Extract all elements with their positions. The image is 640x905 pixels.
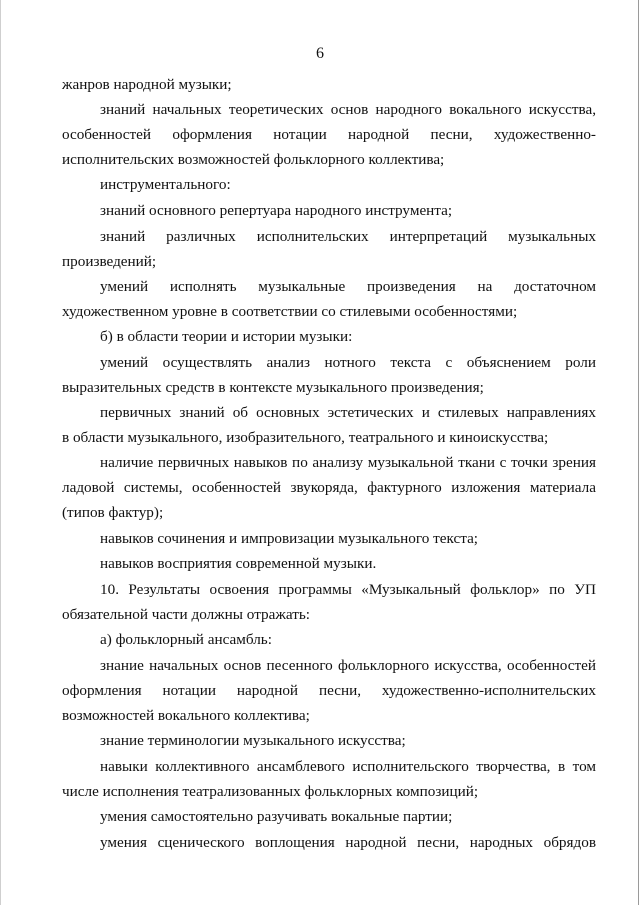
text-line: ладовой системы, особенностей звукоряда, фактурного изложения материала	[62, 479, 596, 496]
text-line: жанров народной музыки;	[62, 76, 232, 93]
text-line: исполнительских возможностей фольклорного коллектива;	[62, 151, 445, 168]
scan-right-edge	[638, 0, 639, 905]
text-line: умения самостоятельно разучивать вокальные партии;	[100, 808, 453, 825]
text-line: умения сценического воплощения народной песни, народных обрядов	[100, 834, 596, 851]
text-line: 10. Результаты освоения программы «Музыкальный фольклор» по УП	[100, 581, 596, 598]
text-line: числе исполнения театрализованных фольклорных композиций;	[62, 783, 479, 800]
text-line: навыков восприятия современной музыки.	[100, 555, 377, 572]
text-line: произведений;	[62, 253, 157, 270]
text-line: умений исполнять музыкальные произведения на достаточном	[100, 278, 596, 295]
text-line: навыков сочинения и импровизации музыкального текста;	[100, 530, 479, 547]
text-line: (типов фактур);	[62, 504, 164, 521]
text-line: первичных знаний об основных эстетических и стилевых направлениях	[100, 404, 596, 421]
text-line: навыки коллективного ансамблевого исполнительского творчества, в том	[100, 758, 596, 775]
text-line: знаний различных исполнительских интерпретаций музыкальных	[100, 228, 596, 245]
text-line: обязательной части должны отражать:	[62, 606, 310, 623]
text-line: в области музыкального, изобразительного, театрального и киноискусства;	[62, 429, 549, 446]
page-number: 6	[316, 45, 324, 62]
text-line: выразительных средств в контексте музыкального произведения;	[62, 379, 484, 396]
text-line: оформления нотации народной песни, художественно-исполнительских	[62, 682, 596, 699]
text-line: наличие первичных навыков по анализу музыкальной ткани с точки зрения	[100, 454, 596, 471]
text-line: знаний начальных теоретических основ народного вокального искусства,	[100, 101, 596, 118]
text-line: знание начальных основ песенного фольклорного искусства, особенностей	[100, 657, 596, 674]
text-line: художественном уровне в соответствии со стилевыми особенностями;	[62, 303, 518, 320]
text-line: умений осуществлять анализ нотного текста с объяснением роли	[100, 354, 596, 371]
text-line: б) в области теории и истории музыки:	[100, 328, 353, 345]
text-line: особенностей оформления нотации народной песни, художественно-	[62, 126, 596, 143]
text-line: возможностей вокального коллектива;	[62, 707, 310, 724]
text-line: знаний основного репертуара народного инструмента;	[100, 202, 453, 219]
text-line: знание терминологии музыкального искусства;	[100, 732, 406, 749]
text-line: а) фольклорный ансамбль:	[100, 631, 272, 648]
scan-left-edge	[0, 0, 1, 905]
text-line: инструментального:	[100, 176, 231, 193]
